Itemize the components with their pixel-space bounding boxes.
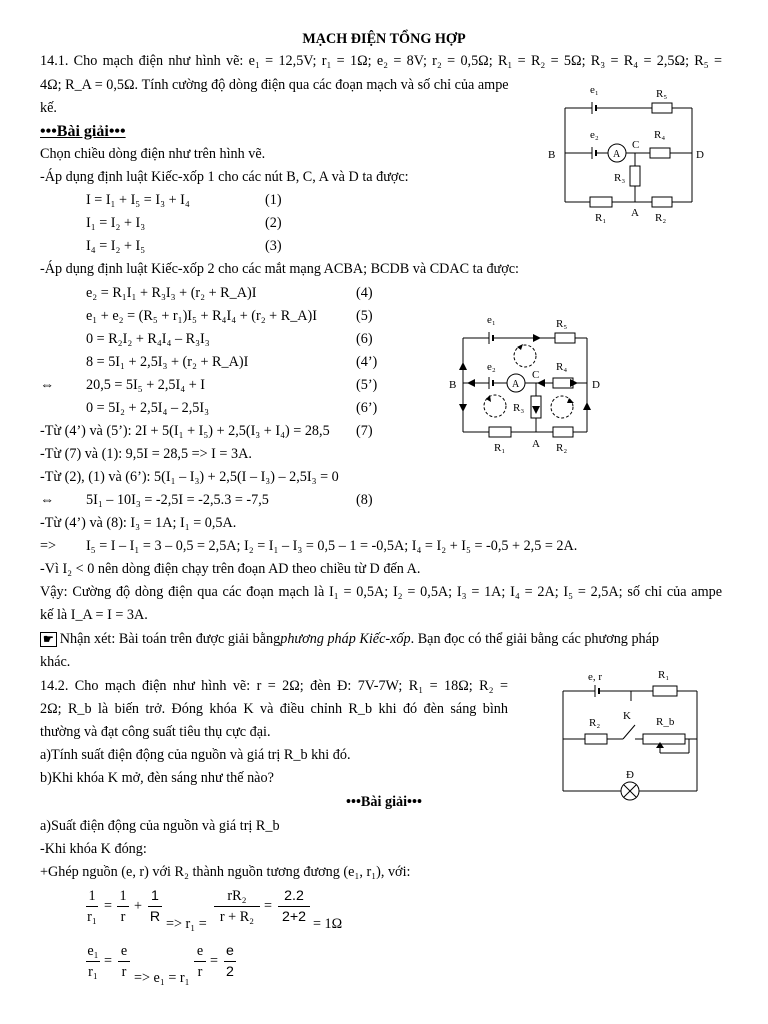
circuit-figure-2 [445,310,615,460]
fraction-denominator: 2 [226,964,234,980]
label-B: B [449,379,457,391]
label-node-A: A [631,207,639,219]
remark-method: phương pháp Kiếc-xốp [280,631,411,648]
equation-number: (2) [265,215,282,231]
remark-text: Nhận xét: Bài toán trên được giải bằng [59,631,281,648]
text-line: -Áp dụng định luật Kiếc-xốp 2 cho các mắt mạng ACBA; BCDB và CDAC ta được: [40,261,519,277]
equation-number: (4) [356,285,373,301]
pointing-hand-icon: ☛ [40,632,57,647]
problem-14-1-line-2: 4Ω; R_A = 0,5Ω. Tính cường độ dòng điện qua các đoạn mạch và số chỉ của ampe [40,77,509,93]
text-line: I₅ = I – I₁ = 3 – 0,5 = 2,5A; I₂ = I₁ – I₃ = 0,5 – 1 = -0,5A; I₄ = I₂ + I₅ = -0,5 + 2,5 = 2A. [86,538,578,554]
circuit-figure-1 [540,80,720,230]
equals-sign: = [104,953,113,969]
label-R2: R₂ [655,212,667,224]
label-C: C [532,369,540,381]
fraction-numerator: 2.2 [284,888,304,904]
label-B: B [548,149,556,161]
label-R5: R₅ [556,318,568,330]
problem-14-2-line-2: 2Ω; R_b là biến trở. Đóng khóa K và điều chỉnh R_b khi đó đèn sáng bình [40,701,508,717]
problem-14-2-line-3: thường và đạt công suất tiêu thụ cực đại. [40,724,271,740]
page-title: MẠCH ĐIỆN TỔNG HỢP [302,31,466,47]
problem-14-1-line-1: 14.1. Cho mạch điện như hình vẽ: e₁ = 12,5V; r₁ = 1Ω; e₂ = 8V; r₂ = 0,5Ω; R₁ = R₂ = 5Ω; R₃ = R₄ = 2,5Ω; R₅ = [40,53,722,69]
equation: I = I₁ + I₅ = I₃ + I₄ [86,192,190,208]
fraction-bar [278,906,310,907]
text-line: -Từ (2), (1) và (6’): 5(I₁ – I₃) + 2,5(I – I₃) – 2,5I₃ = 0 [40,469,339,485]
text-line: -Từ (4’) và (8): I₃ = 1A; I₁ = 0,5A. [40,515,237,531]
solution-header: •••Bài giải••• [40,123,126,140]
text-line: -Từ (4’) và (5’): 2I + 5(I₁ + I₅) + 2,5(I₃ + I₄) = 28,5 [40,423,330,439]
text-line: -Khi khóa K đóng: [40,841,147,857]
equation-number: (4’) [356,354,378,370]
label-R4: R₄ [654,129,666,141]
text-line: +Ghép nguồn (e, r) với R₂ thành nguồn tương đương (e₁, r₁), với: [40,864,411,880]
fraction-numerator: rR₂ [227,888,247,904]
equation: 20,5 = 5I₅ + 2,5I₄ + I [86,377,206,393]
remark-line [40,632,722,647]
equation: I₄ = I₂ + I₅ [86,238,146,254]
label-node-A: A [532,438,540,450]
text-line: -Từ (7) và (1): 9,5I = 28,5 => I = 3A. [40,446,252,462]
label-lamp: Đ [626,769,634,781]
label-C: C [632,139,640,151]
label-e1: e₁ [590,84,599,96]
label-R2: R₂ [556,442,568,454]
fraction-bar [86,906,98,907]
equivalence-arrow: ⇔ [40,492,55,508]
equals-sign: = [210,953,219,969]
label-D: D [696,149,704,161]
implies-text: => e₁ = r₁ [134,970,190,986]
label-R1: R₁ [494,442,506,454]
equation-number: (5’) [356,377,378,393]
fraction-denominator: R [149,909,161,925]
label-R4: R₄ [556,361,568,373]
equation: 0 = 5I₂ + 2,5I₄ – 2,5I₃ [86,400,210,416]
equals-sign: = [264,898,273,914]
label-e2: e₂ [590,129,599,141]
label-ammeter: A [512,379,520,390]
fraction-numerator: 1 [119,888,127,904]
equation-number: (6’) [356,400,378,416]
text-line: a)Suất điện động của nguồn và giá trị R_b [40,818,280,834]
label-e2: e₂ [487,361,496,373]
fraction-bar [194,961,206,962]
equation-number: (1) [265,192,282,208]
label-ammeter: A [613,149,621,160]
fraction-denominator: r [197,964,203,980]
label-R1: R₁ [595,212,607,224]
equals-sign: = [104,898,113,914]
equation: e₁ + e₂ = (R₅ + r₁)I₅ + R₄I₄ + (r₂ + R_A)I [86,308,317,324]
fraction-bar [118,961,130,962]
label-e-r: e, r [588,671,603,683]
equation: 0 = R₂I₂ + R₄I₄ – R₃I₃ [86,331,210,347]
problem-14-2-line-1: 14.2. Cho mạch điện như hình vẽ: r = 2Ω; đèn Đ: 7V-7W; R₁ = 18Ω; R₂ = [40,678,508,694]
fraction-denominator: r₁ [88,964,98,980]
fraction-bar [224,961,236,962]
equation-number: (7) [356,423,373,439]
label-e1: e₁ [487,314,496,326]
text-line: -Vì I₂ < 0 nên dòng điện chạy trên đoạn AD theo chiều từ D đến A. [40,561,421,577]
fraction-bar [117,906,129,907]
equation: e₂ = R₁I₁ + R₃I₃ + (r₂ + R_A)I [86,285,257,301]
equation: 5I₁ – 10I₃ = -2,5I = -2,5.3 = -7,5 [86,492,269,508]
equation: I₁ = I₂ + I₃ [86,215,146,231]
fraction-bar [148,906,162,907]
fraction-numerator: 1 [88,888,96,904]
fraction-numerator: e₁ [87,943,99,959]
equivalence-arrow: ⇔ [40,377,55,393]
equation-number: (8) [356,492,373,508]
equation: 8 = 5I₁ + 2,5I₃ + (r₂ + R_A)I [86,354,249,370]
plus-sign: + [134,898,143,914]
fraction-bar [214,906,260,907]
fraction-denominator: r [121,964,127,980]
text-line: Vậy: Cường độ dòng điện qua các đoạn mạch là I₁ = 0,5A; I₂ = 0,5A; I₃ = 1A; I₄ = 2A; I₅ = 2,5A; số chỉ của ampe [40,584,722,600]
label-K: K [623,710,631,722]
fraction-numerator: 1 [151,888,159,904]
problem-14-2-question-a: a)Tính suất điện động của nguồn và giá trị R_b khi đó. [40,747,351,763]
remark-text-end: . Bạn đọc có thể giải bằng các phương pháp [410,631,660,648]
text-line: Chọn chiều dòng điện như trên hình vẽ. [40,146,266,162]
label-R1: R₁ [658,669,670,681]
label-D: D [592,379,600,391]
problem-14-1-line-3: kế. [40,100,57,116]
text-line: -Áp dụng định luật Kiếc-xốp 1 cho các nút B, C, A và D ta được: [40,169,409,185]
problem-14-2-question-b: b)Khi khóa K mở, đèn sáng như thế nào? [40,770,274,786]
fraction-numerator: e [120,943,128,959]
text-line: kế là I_A = I = 3A. [40,607,148,623]
solution-header-2: •••Bài giải••• [346,794,422,810]
fraction-denominator: r₁ [87,909,97,925]
circuit-figure-3 [555,665,725,805]
fraction-bar [86,961,100,962]
equation-number: (3) [265,238,282,254]
fraction-numerator: e [196,943,204,959]
equation-number: (5) [356,308,373,324]
fraction-denominator: 2+2 [281,909,307,925]
fraction-denominator: r + R₂ [219,909,255,925]
equation-number: (6) [356,331,373,347]
implies-text: => r₁ = [166,916,207,932]
fraction-numerator: e [226,943,234,959]
text-line: => [40,538,57,554]
label-R3: R₃ [513,402,525,414]
label-R5: R₅ [656,88,668,100]
text-line: khác. [40,654,71,670]
result-text: = 1Ω [313,916,343,932]
label-R3: R₃ [614,172,626,184]
label-R2: R₂ [589,717,601,729]
fraction-denominator: r [120,909,126,925]
label-Rb: R_b [656,716,675,728]
